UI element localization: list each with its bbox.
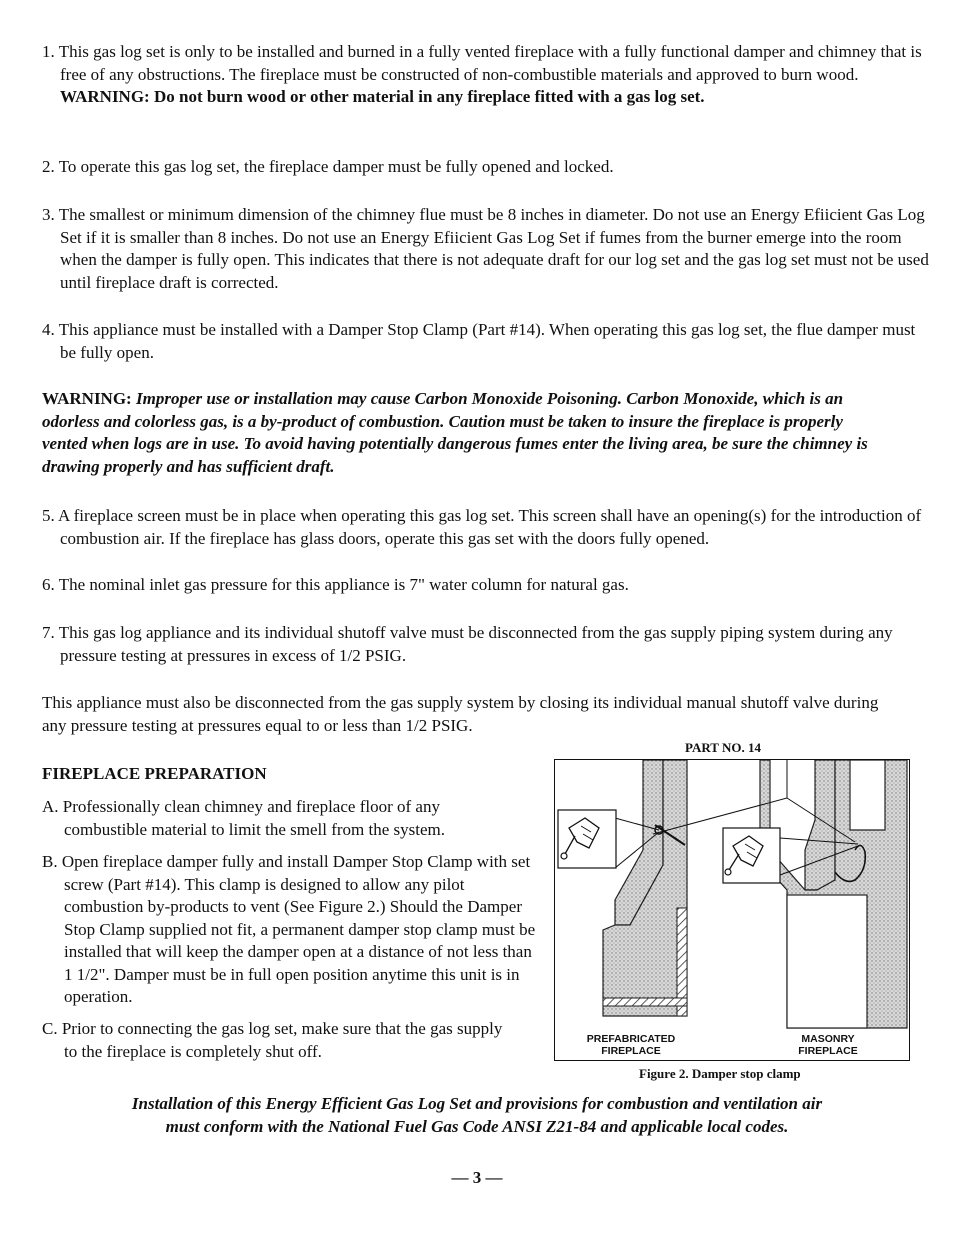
instruction-5: 5. A fireplace screen must be in place when operating this gas log set. This screen shall have an opening(s) for the introduction of combustion air. If the fireplace has glass doors, operate this gas set with the doors fully opened. bbox=[42, 506, 922, 548]
fireplace-diagram bbox=[555, 760, 908, 1059]
prefabricated-caption bbox=[575, 1033, 687, 1057]
disconnect-note: This appliance must also be disconnected from the gas supply system by closing its individual manual shutoff valve during any pressure testing at pressures equal to or less than 1/2 PSIG. bbox=[42, 693, 879, 735]
installation-note-line-1: Installation of this Energy Efficient Gas Log Set and provisions for combustion and ventilation air bbox=[131, 1094, 823, 1113]
prefabricated-caption-line-2: FIREPLACE bbox=[601, 1045, 661, 1057]
instruction-3: 3. The smallest or minimum dimension of the chimney flue must be 8 inches in diameter. Do not use an Energy Efiicient Gas Log Set if it is smaller than 8 inches. Do not use an Energy Efiicient Gas Log Set if fumes from the burner emerge into the room when the damper is fully open. This indicates that there is not adequate draft for our log set and the gas log set must not be used until fireplace draft is corrected. bbox=[42, 205, 929, 292]
co-warning-text: Improper use or installation may cause Carbon Monoxide Poisoning. Carbon Monoxide, which is an odorless and colorless gas, is a by-product of combustion. Caution must be taken to insure the fireplace is properly vented when logs are in use. To avoid having potentially dangerous fumes enter the living area, be sure the chimney is drawing properly and has sufficient draft. bbox=[42, 389, 868, 476]
co-warning-label: WARNING: bbox=[42, 389, 132, 408]
instruction-6: 6. The nominal inlet gas pressure for this appliance is 7" water column for natural gas. bbox=[42, 575, 629, 594]
instruction-1-text: 1. This gas log set is only to be installed and burned in a fully vented fireplace with a fully functional damper and chimney that is free of any obstructions. The fireplace must be constructed of non-combustible materials and approved to burn wood. bbox=[42, 42, 922, 84]
installation-note-line-2: must conform with the National Fuel Gas Code ANSI Z21-84 and applicable local codes. bbox=[165, 1117, 789, 1136]
masonry-caption bbox=[783, 1033, 873, 1057]
wood-warning: WARNING: Do not burn wood or other material in any fireplace fitted with a gas log set. bbox=[60, 87, 705, 106]
section-heading: FIREPLACE PREPARATION bbox=[42, 764, 267, 783]
carbon-monoxide-warning bbox=[42, 388, 892, 478]
damper-clamp-figure bbox=[554, 759, 910, 1061]
figure-caption: Figure 2. Damper stop clamp bbox=[639, 1066, 801, 1081]
instruction-2: 2. To operate this gas log set, the fireplace damper must be fully opened and locked. bbox=[42, 157, 614, 176]
prep-step-c: C. Prior to connecting the gas log set, make sure that the gas supply to the fireplace is completely shut off. bbox=[42, 1019, 503, 1061]
prep-step-a: A. Professionally clean chimney and fireplace floor of any combustible material to limit the smell from the system. bbox=[42, 797, 446, 839]
masonry-caption-line-1: MASONRY bbox=[801, 1033, 855, 1045]
instruction-1 bbox=[42, 41, 930, 109]
masonry-caption-line-2: FIREPLACE bbox=[798, 1045, 858, 1057]
page-number: — 3 — bbox=[451, 1168, 503, 1187]
part-number-label: PART NO. 14 bbox=[685, 740, 761, 755]
prep-step-b: B. Open fireplace damper fully and install Damper Stop Clamp with set screw (Part #14). This clamp is designed to allow any pilot combustion by-products to vent (See Figure 2.) Should the Damper Stop Clamp supplied not fit, a permanent damper stop clamp must be installed that will keep the damper open at a distance of not less than 1 1/2". Damper must be in full open position anytime this unit is in operation. bbox=[42, 852, 536, 1006]
instruction-4: 4. This appliance must be installed with a Damper Stop Clamp (Part #14). When operating this gas log set, the flue damper must be fully open. bbox=[42, 320, 916, 362]
instruction-7: 7. This gas log appliance and its individual shutoff valve must be disconnected from the gas supply piping system during any pressure testing at pressures in excess of 1/2 PSIG. bbox=[42, 623, 893, 665]
prefabricated-caption-line-1: PREFABRICATED bbox=[586, 1033, 676, 1045]
